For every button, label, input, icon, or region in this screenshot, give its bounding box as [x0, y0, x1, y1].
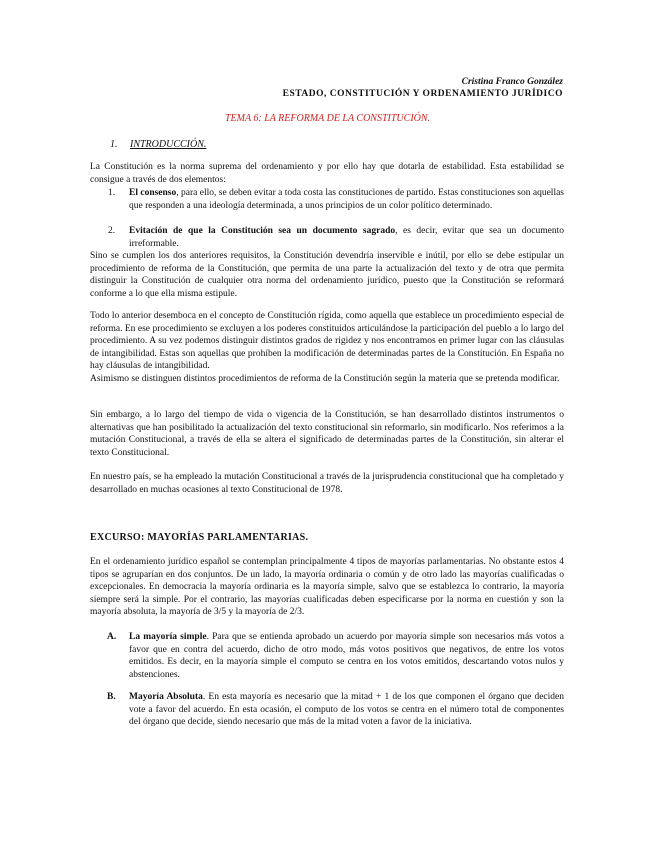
- list-item-term: La mayoría simple: [129, 632, 207, 642]
- list-item-consensus: [108, 187, 564, 212]
- paragraph-constitutional-mutation: Sin embargo, a lo largo del tiempo de vida o vigencia de la Constitución, se han desarrollado distintos instrumentos o alternativas que han posibilitado la actualización del texto constitucional sin reformarlo, sin modificarlo. Nos referimos a la mutación Constitucional, a través de ella se altera el significado de determinadas partes de la Constitución, sin alterar el texto Constitucional.: [90, 410, 564, 458]
- list-item-term: El consenso: [129, 188, 177, 198]
- list-item-term: Evitación de que la Constitución sea un documento sagrado: [129, 226, 396, 236]
- list-item-number: 2.: [108, 226, 116, 236]
- section-title: INTRODUCCIÓN.: [130, 139, 207, 150]
- excurso-paragraph: En el ordenamiento jurídico español se contemplan principalmente 4 tipos de mayorías parlamentarias. No obstante estos 4 tipos se agruparían en dos conjuntos. De un lado, la mayoría ordinaria o común y de otro lado las mayorías cualificadas o excepcionales. En democracia la mayoría ordinaria es la mayoría simple, salvo que se establezca lo contrario, la mayoría siempre será la simple. Por el contrario, las mayorías cualificadas deben especificarse por la norma en cuestión y son la mayoría absoluta, la mayoría de 3/5 y la mayoría de 2/3.: [90, 557, 564, 618]
- list-item-letter: A.: [107, 632, 117, 642]
- paragraph-jurisprudence: En nuestro país, se ha empleado la mutación Constitucional a través de la jurisprudencia constitucional que ha completado y desarrollado en muchas ocasiones al texto Constitucional de 1978.: [90, 472, 564, 495]
- list-item-text: . En esta mayoría es necesario que la mitad + 1 de los que componen el órgano que deciden vote a favor del acuerdo. En esta ocasión, el computo de los votos se centra en el número total de componentes del órgano que decide, siendo necesario que más de la mitad voten a favor de la iniciativa.: [129, 692, 564, 728]
- author-name: Cristina Franco González: [461, 77, 563, 87]
- list-item-sacred-document: [108, 225, 564, 250]
- list-item-letter: B.: [107, 692, 116, 702]
- list-item-text: , es decir, evitar que sea un documento irreformable.: [129, 226, 564, 249]
- list-item-number: 1.: [108, 188, 116, 198]
- section-heading-introduction: [110, 139, 206, 150]
- document-title: ESTADO, CONSTITUCIÓN Y ORDENAMIENTO JURÍDICO: [282, 89, 563, 99]
- list-item-text: , para ello, se deben evitar a toda costa las constituciones de partido. Estas constituciones son aquellas que responden a una ideología determinada, a unos principios de un color político determinado.: [129, 188, 564, 211]
- list-item-text: . Para que se entienda aprobado un acuerdo por mayoría simple son necesarios más votos a favor que en contra del acuerdo, dicho de otro modo, más votos positivos que negativos, de entre los votos emitidos. Es decir, en la mayoría simple el computo se centra en los votos emitidos, descartando votos nulos y abstenciones.: [129, 632, 564, 680]
- list-item-term: Mayoría Absoluta: [129, 692, 203, 702]
- paragraph-rigid-constitution: Todo lo anterior desemboca en el concepto de Constitución rígida, como aquella que establece un procedimiento especial de reforma. En ese procedimiento se excluyen a los poderes constituidos articulándose la participación del pueblo a lo largo del procedimiento. A su vez podemos distinguir distintos grados de rigidez y nos encontramos en primer lugar con las cláusulas de intangibilidad. Estas son aquellas que prohíben la modificación de determinadas partes de la Constitución. En España no hay cláusulas de intangibilidad.: [90, 311, 564, 372]
- list-item-simple-majority: [107, 631, 564, 681]
- paragraph-reform-procedures: Asimismo se distinguen distintos procedimientos de reforma de la Constitución según la materia que se pretenda modificar.: [90, 374, 560, 384]
- paragraph-reform-procedure: Sino se cumplen los dos anteriores requisitos, la Constitución devendría inservible e inútil, por ello se debe estipular un procedimiento de reforma de la Constitución, que permita de una parte la actualización del texto y de otra que permita distinguir la Constitución de cualquier otra norma del ordenamiento jurídico, puesto que la Constitución se reformará conforme a lo que ella misma estipule.: [90, 251, 564, 299]
- list-item-absolute-majority: [107, 691, 564, 729]
- excurso-heading: EXCURSO: MAYORÍAS PARLAMENTARIAS.: [90, 532, 309, 543]
- topic-heading: TEMA 6: LA REFORMA DE LA CONSTITUCIÓN.: [224, 113, 431, 124]
- intro-paragraph: La Constitución es la norma suprema del ordenamiento y por ello hay que dotarla de estabilidad. Esta estabilidad se consigue a través de dos elementos:: [90, 162, 564, 185]
- section-number: 1.: [110, 139, 118, 150]
